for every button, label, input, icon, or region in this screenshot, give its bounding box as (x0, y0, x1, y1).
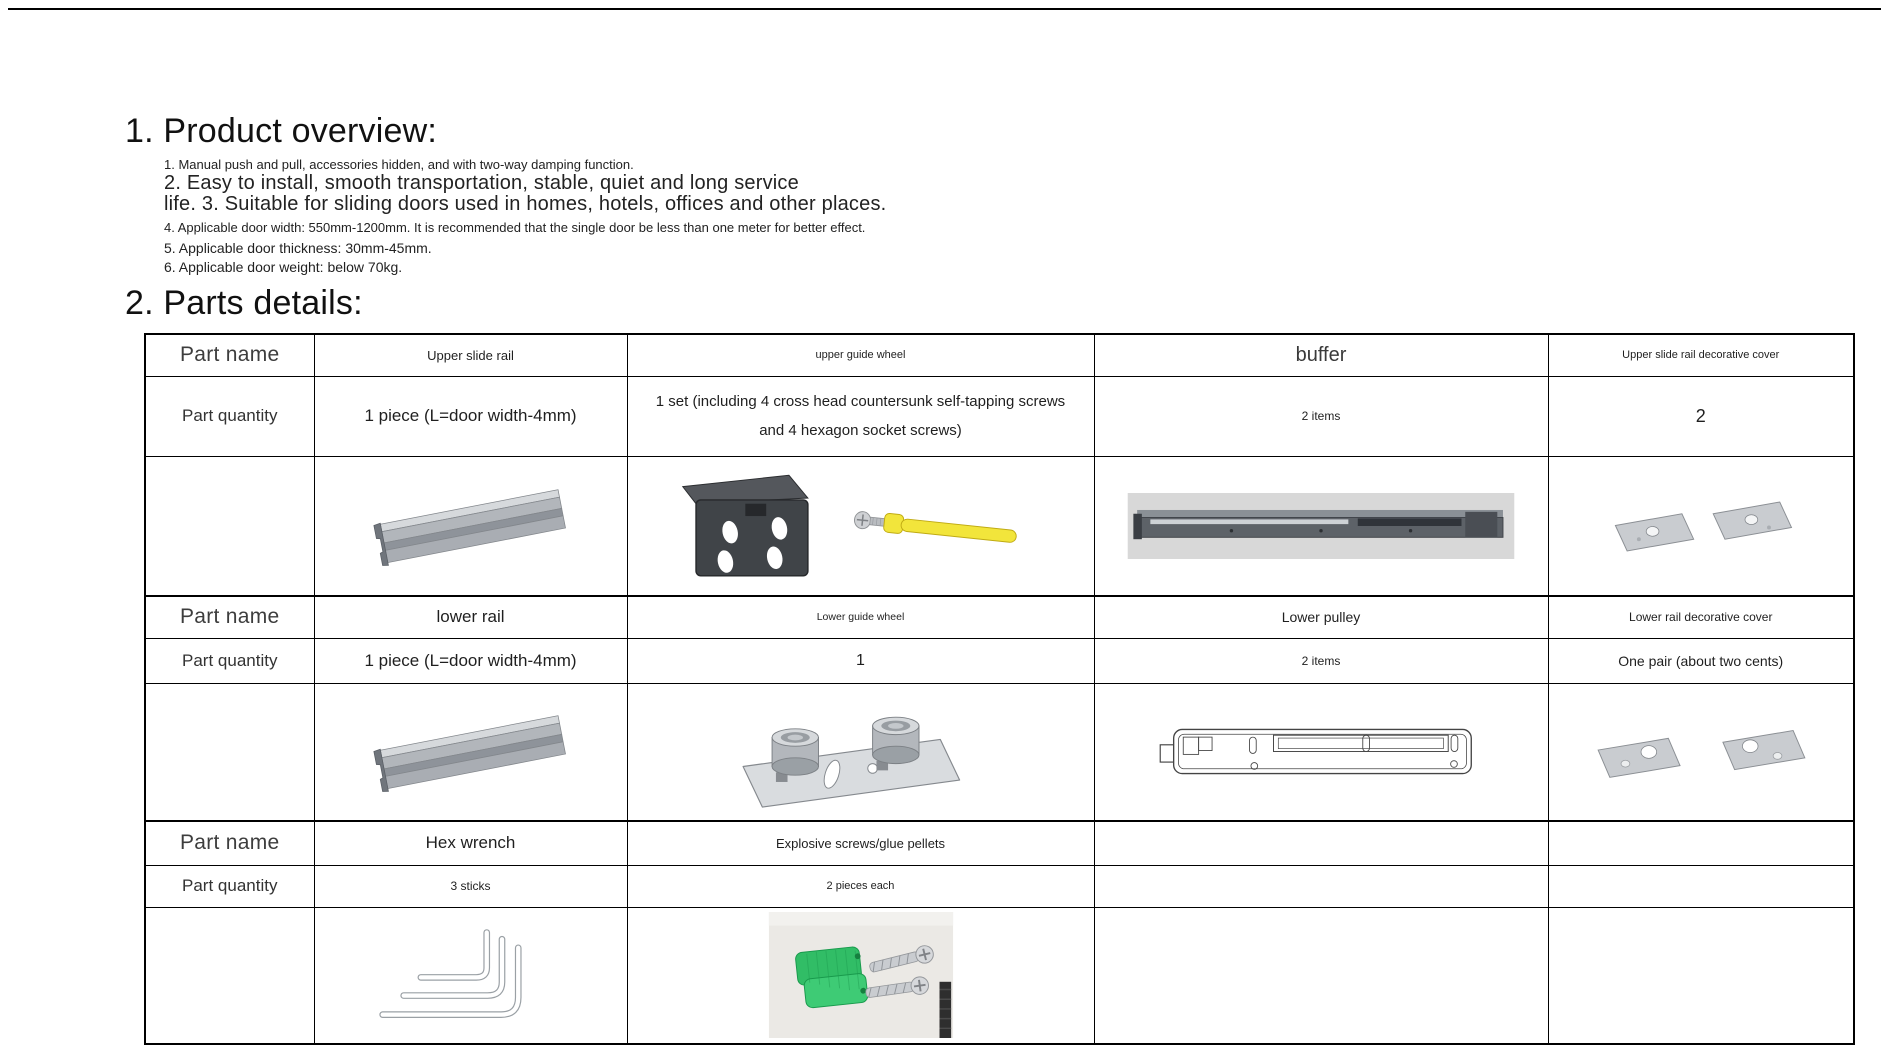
part-name-lower-guide-wheel: Lower guide wheel (627, 596, 1094, 638)
rail-icon (371, 704, 571, 800)
hex-wrench-illustration (314, 907, 627, 1044)
bracket-and-bolt-icon (651, 462, 1071, 590)
qty-upper-slide-rail: 1 piece (L=door width-4mm) (314, 376, 627, 456)
qty-lower-guide-wheel: 1 (627, 638, 1094, 683)
empty-cell (145, 683, 314, 821)
lower-guide-wheel-illustration (627, 683, 1094, 821)
product-overview-list (164, 157, 1264, 276)
page-top-border (8, 8, 1881, 10)
row-label-part-name-3: Part name (145, 821, 314, 865)
cover-plates-icon (1588, 484, 1813, 568)
empty-cell (1094, 821, 1548, 865)
row-label-part-name-1: Part name (145, 334, 314, 376)
part-name-upper-rail-decorative-cover: Upper slide rail decorative cover (1548, 334, 1854, 376)
row-label-part-quantity-1: Part quantity (145, 376, 314, 456)
section-heading-product-overview: 1. Product overview: (125, 112, 438, 150)
qty-upper-guide-wheel-line1: 1 set (including 4 cross head countersunk self-tapping screws (655, 393, 1066, 410)
qty-upper-guide-wheel (627, 376, 1094, 456)
allen-keys-icon (363, 923, 578, 1028)
part-name-lower-rail-decorative-cover: Lower rail decorative cover (1548, 596, 1854, 638)
qty-lower-rail: 1 piece (L=door width-4mm) (314, 638, 627, 683)
pulley-drawing-icon (1154, 716, 1489, 788)
upper-guide-wheel-illustration (627, 456, 1094, 596)
empty-cell (1548, 865, 1854, 907)
qty-explosive-screws: 2 pieces each (627, 865, 1094, 907)
empty-cell (145, 456, 314, 596)
row-label-part-quantity-3: Part quantity (145, 865, 314, 907)
part-name-upper-slide-rail: Upper slide rail (314, 334, 627, 376)
qty-buffer: 2 items (1094, 376, 1548, 456)
qty-hex-wrench: 3 sticks (314, 865, 627, 907)
lower-rail-illustration (314, 683, 627, 821)
section-heading-parts-details: 2. Parts details: (125, 284, 363, 322)
overview-item-1: 1. Manual push and pull, accessories hidden, and with two-way damping function. (164, 157, 634, 172)
overview-item-2: 2. Easy to install, smooth transportation, stable, quiet and long service (164, 172, 799, 194)
empty-cell (1094, 907, 1548, 1044)
overview-item-3: life. 3. Suitable for sliding doors used in homes, hotels, offices and other places. (164, 193, 887, 215)
part-name-buffer: buffer (1094, 334, 1548, 376)
part-name-upper-guide-wheel: upper guide wheel (627, 334, 1094, 376)
rail-icon (371, 478, 571, 574)
empty-cell (1548, 907, 1854, 1044)
row-label-part-name-2: Part name (145, 596, 314, 638)
cover-plates-icon (1578, 713, 1823, 791)
part-name-explosive-screws: Explosive screws/glue pellets (627, 821, 1094, 865)
overview-item-6: 6. Applicable door weight: below 70kg. (164, 259, 403, 275)
part-name-lower-rail: lower rail (314, 596, 627, 638)
part-name-hex-wrench: Hex wrench (314, 821, 627, 865)
row-label-part-quantity-2: Part quantity (145, 638, 314, 683)
qty-lower-rail-decorative-cover: One pair (about two cents) (1548, 638, 1854, 683)
lower-pulley-illustration (1094, 683, 1548, 821)
empty-cell (1094, 865, 1548, 907)
parts-table (144, 333, 1855, 1045)
upper-rail-decorative-cover-illustration (1548, 456, 1854, 596)
upper-slide-rail-illustration (314, 456, 627, 596)
qty-upper-rail-decorative-cover: 2 (1548, 376, 1854, 456)
qty-upper-guide-wheel-line2: and 4 hexagon socket screws) (759, 422, 962, 439)
lower-rail-decorative-cover-illustration (1548, 683, 1854, 821)
empty-cell (1548, 821, 1854, 865)
qty-lower-pulley: 2 items (1094, 638, 1548, 683)
roller-plate-icon (716, 689, 1006, 815)
buffer-photo-icon (1117, 493, 1525, 559)
explosive-screws-illustration (627, 907, 1094, 1044)
buffer-illustration (1094, 456, 1548, 596)
part-name-lower-pulley: Lower pulley (1094, 596, 1548, 638)
overview-item-4: 4. Applicable door width: 550mm-1200mm. It is recommended that the single door be less than one meter for better effect. (164, 220, 866, 235)
empty-cell (145, 907, 314, 1044)
anchors-and-screws-photo-icon (766, 912, 956, 1038)
overview-item-5: 5. Applicable door thickness: 30mm-45mm. (164, 240, 432, 256)
